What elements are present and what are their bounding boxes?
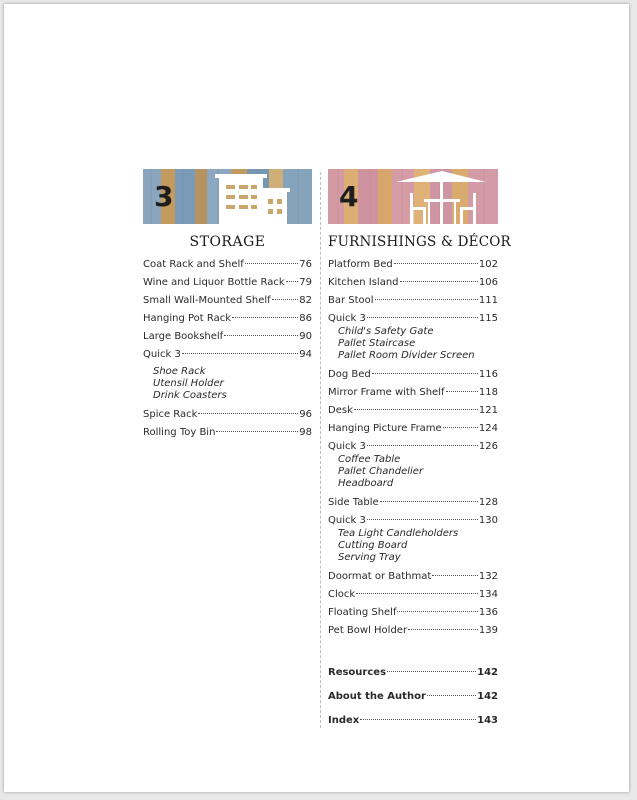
toc-entry-label: Floating Shelf <box>328 607 397 618</box>
toc-entry-page: 139 <box>478 625 498 636</box>
toc-entry-page: 115 <box>478 313 498 324</box>
toc-sub-entry[interactable]: Coffee Table <box>338 454 401 465</box>
dot-leader <box>375 299 478 300</box>
toc-entry-page: 118 <box>478 387 498 398</box>
toc-entry[interactable] <box>328 496 498 509</box>
toc-entry-page: 142 <box>477 667 498 678</box>
toc-entry[interactable] <box>328 276 498 289</box>
column-divider <box>320 172 321 728</box>
toc-entry-label: Bar Stool <box>328 295 374 306</box>
toc-entry-label: About the Author <box>328 691 426 702</box>
document-page <box>4 4 629 792</box>
toc-entry-page: 121 <box>478 405 498 416</box>
toc-entry-label: Kitchen Island <box>328 277 399 288</box>
chapter-3-column <box>143 169 312 444</box>
toc-entry-page: 130 <box>478 515 498 526</box>
dot-leader <box>198 413 298 414</box>
toc-sub-list <box>328 528 498 564</box>
dot-leader <box>360 719 476 720</box>
toc-entry[interactable] <box>328 588 498 601</box>
chapter-3-banner <box>143 169 312 224</box>
toc-entry-page: 90 <box>299 331 312 342</box>
toc-entry-label: Pet Bowl Holder <box>328 625 408 636</box>
dot-leader <box>224 335 298 336</box>
toc-entry-page: 136 <box>478 607 498 618</box>
toc-entry[interactable] <box>328 368 498 381</box>
toc-entry[interactable] <box>328 440 498 453</box>
toc-entry-label: Resources <box>328 667 387 678</box>
dot-leader <box>232 317 298 318</box>
toc-sub-list <box>328 326 498 362</box>
toc-entry[interactable] <box>328 606 498 619</box>
dot-leader <box>408 629 478 630</box>
dot-leader <box>394 263 478 264</box>
toc-entry-page: 116 <box>478 369 498 380</box>
toc-sub-entry[interactable]: Pallet Chandelier <box>338 466 424 477</box>
toc-entry-label: Hanging Pot Rack <box>143 313 232 324</box>
toc-entry-label: Doormat or Bathmat <box>328 571 432 582</box>
dot-leader <box>272 299 299 300</box>
toc-entry-page: 126 <box>478 441 498 452</box>
toc-entry-label: Quick 3 <box>328 313 366 324</box>
toc-entry-about-author[interactable] <box>328 690 498 703</box>
toc-entry-page: 79 <box>299 277 312 288</box>
toc-entry[interactable] <box>328 386 498 399</box>
toc-entry-page: 134 <box>478 589 498 600</box>
dot-leader <box>354 409 478 410</box>
toc-entry-label: Dog Bed <box>328 369 371 380</box>
dot-leader <box>432 575 478 576</box>
toc-entry-page: 82 <box>299 295 312 306</box>
dot-leader <box>387 671 476 672</box>
toc-entry-page: 76 <box>299 259 312 270</box>
toc-entry[interactable] <box>143 348 312 361</box>
toc-entry-page: 86 <box>299 313 312 324</box>
toc-entry-page: 124 <box>478 423 498 434</box>
toc-entry[interactable] <box>328 312 498 325</box>
toc-entry[interactable] <box>143 408 312 421</box>
toc-entry-page: 142 <box>477 691 498 702</box>
toc-entry-label: Hanging Picture Frame <box>328 423 442 434</box>
toc-sub-entry[interactable]: Tea Light Candleholders <box>338 528 459 539</box>
dot-leader <box>367 317 478 318</box>
toc-sub-entry[interactable]: Pallet Room Divider Screen <box>338 350 475 361</box>
toc-entry-index[interactable] <box>328 714 498 727</box>
toc-entry-label: Desk <box>328 405 353 416</box>
dot-leader <box>400 281 478 282</box>
dot-leader <box>397 611 477 612</box>
toc-entry[interactable] <box>143 276 312 289</box>
toc-entry-label: Mirror Frame with Shelf <box>328 387 445 398</box>
toc-entry-page: 132 <box>478 571 498 582</box>
toc-entry-page: 111 <box>478 295 498 306</box>
toc-sub-entry[interactable]: Utensil Holder <box>153 378 224 389</box>
toc-entry[interactable] <box>328 514 498 527</box>
back-matter-list <box>328 666 498 738</box>
toc-sub-entry[interactable]: Cutting Board <box>338 540 408 551</box>
toc-entry[interactable] <box>328 624 498 637</box>
dot-leader <box>372 373 478 374</box>
chapter-4-column <box>328 169 511 642</box>
toc-entry[interactable] <box>328 570 498 583</box>
toc-entry-label: Clock <box>328 589 356 600</box>
toc-entry[interactable] <box>143 312 312 325</box>
toc-entry-label: Large Bookshelf <box>143 331 224 342</box>
toc-entry-page: 128 <box>478 497 498 508</box>
dot-leader <box>367 445 478 446</box>
dot-leader <box>216 431 298 432</box>
toc-entry[interactable] <box>328 258 498 271</box>
chapter-4-banner <box>328 169 498 224</box>
toc-entry-label: Platform Bed <box>328 259 393 270</box>
chapter-title: STORAGE <box>189 234 266 250</box>
dot-leader <box>443 427 478 428</box>
toc-sub-entry[interactable]: Drink Coasters <box>153 390 227 401</box>
toc-entry-label: Quick 3 <box>143 349 181 360</box>
toc-entry-label: Quick 3 <box>328 515 366 526</box>
toc-entry-label: Coat Rack and Shelf <box>143 259 244 270</box>
toc-entry[interactable] <box>143 426 312 439</box>
dot-leader <box>427 695 476 696</box>
chapter-number: 3 <box>154 180 174 213</box>
dot-leader <box>380 501 478 502</box>
dot-leader <box>367 519 478 520</box>
toc-entry-label: Side Table <box>328 497 379 508</box>
toc-entry-label: Quick 3 <box>328 441 366 452</box>
toc-entry-resources[interactable] <box>328 666 498 679</box>
toc-entry[interactable] <box>143 294 312 307</box>
toc-entry[interactable] <box>143 258 312 271</box>
toc-entry-label: Spice Rack <box>143 409 198 420</box>
toc-entry-page: 96 <box>299 409 312 420</box>
toc-sub-entry[interactable]: Shoe Rack <box>153 366 206 377</box>
toc-entry[interactable] <box>328 422 498 435</box>
toc-entry-page: 102 <box>478 259 498 270</box>
toc-entry[interactable] <box>328 404 498 417</box>
toc-entry[interactable] <box>328 294 498 307</box>
toc-sub-entry[interactable]: Pallet Staircase <box>338 338 416 349</box>
dot-leader <box>182 353 298 354</box>
toc-entry-page: 106 <box>478 277 498 288</box>
toc-entry-page: 143 <box>477 715 498 726</box>
chapter-title: FURNISHINGS & DÉCOR <box>328 234 511 250</box>
toc-sub-entry[interactable]: Serving Tray <box>338 552 401 563</box>
toc-entry-label: Wine and Liquor Bottle Rack <box>143 277 285 288</box>
toc-entry[interactable] <box>143 330 312 343</box>
dot-leader <box>356 593 478 594</box>
toc-entry-page: 94 <box>299 349 312 360</box>
toc-entry-page: 98 <box>299 427 312 438</box>
toc-entry-label: Rolling Toy Bin <box>143 427 216 438</box>
toc-entry-label: Small Wall-Mounted Shelf <box>143 295 271 306</box>
dot-leader <box>286 281 299 282</box>
dot-leader <box>245 263 298 264</box>
toc-entry-label: Index <box>328 715 360 726</box>
dot-leader <box>446 391 478 392</box>
toc-sub-list <box>328 454 498 490</box>
toc-sub-list <box>143 366 312 402</box>
chapter-number: 4 <box>339 180 359 213</box>
toc-sub-entry[interactable]: Child's Safety Gate <box>338 326 434 337</box>
toc-sub-entry[interactable]: Headboard <box>338 478 394 489</box>
